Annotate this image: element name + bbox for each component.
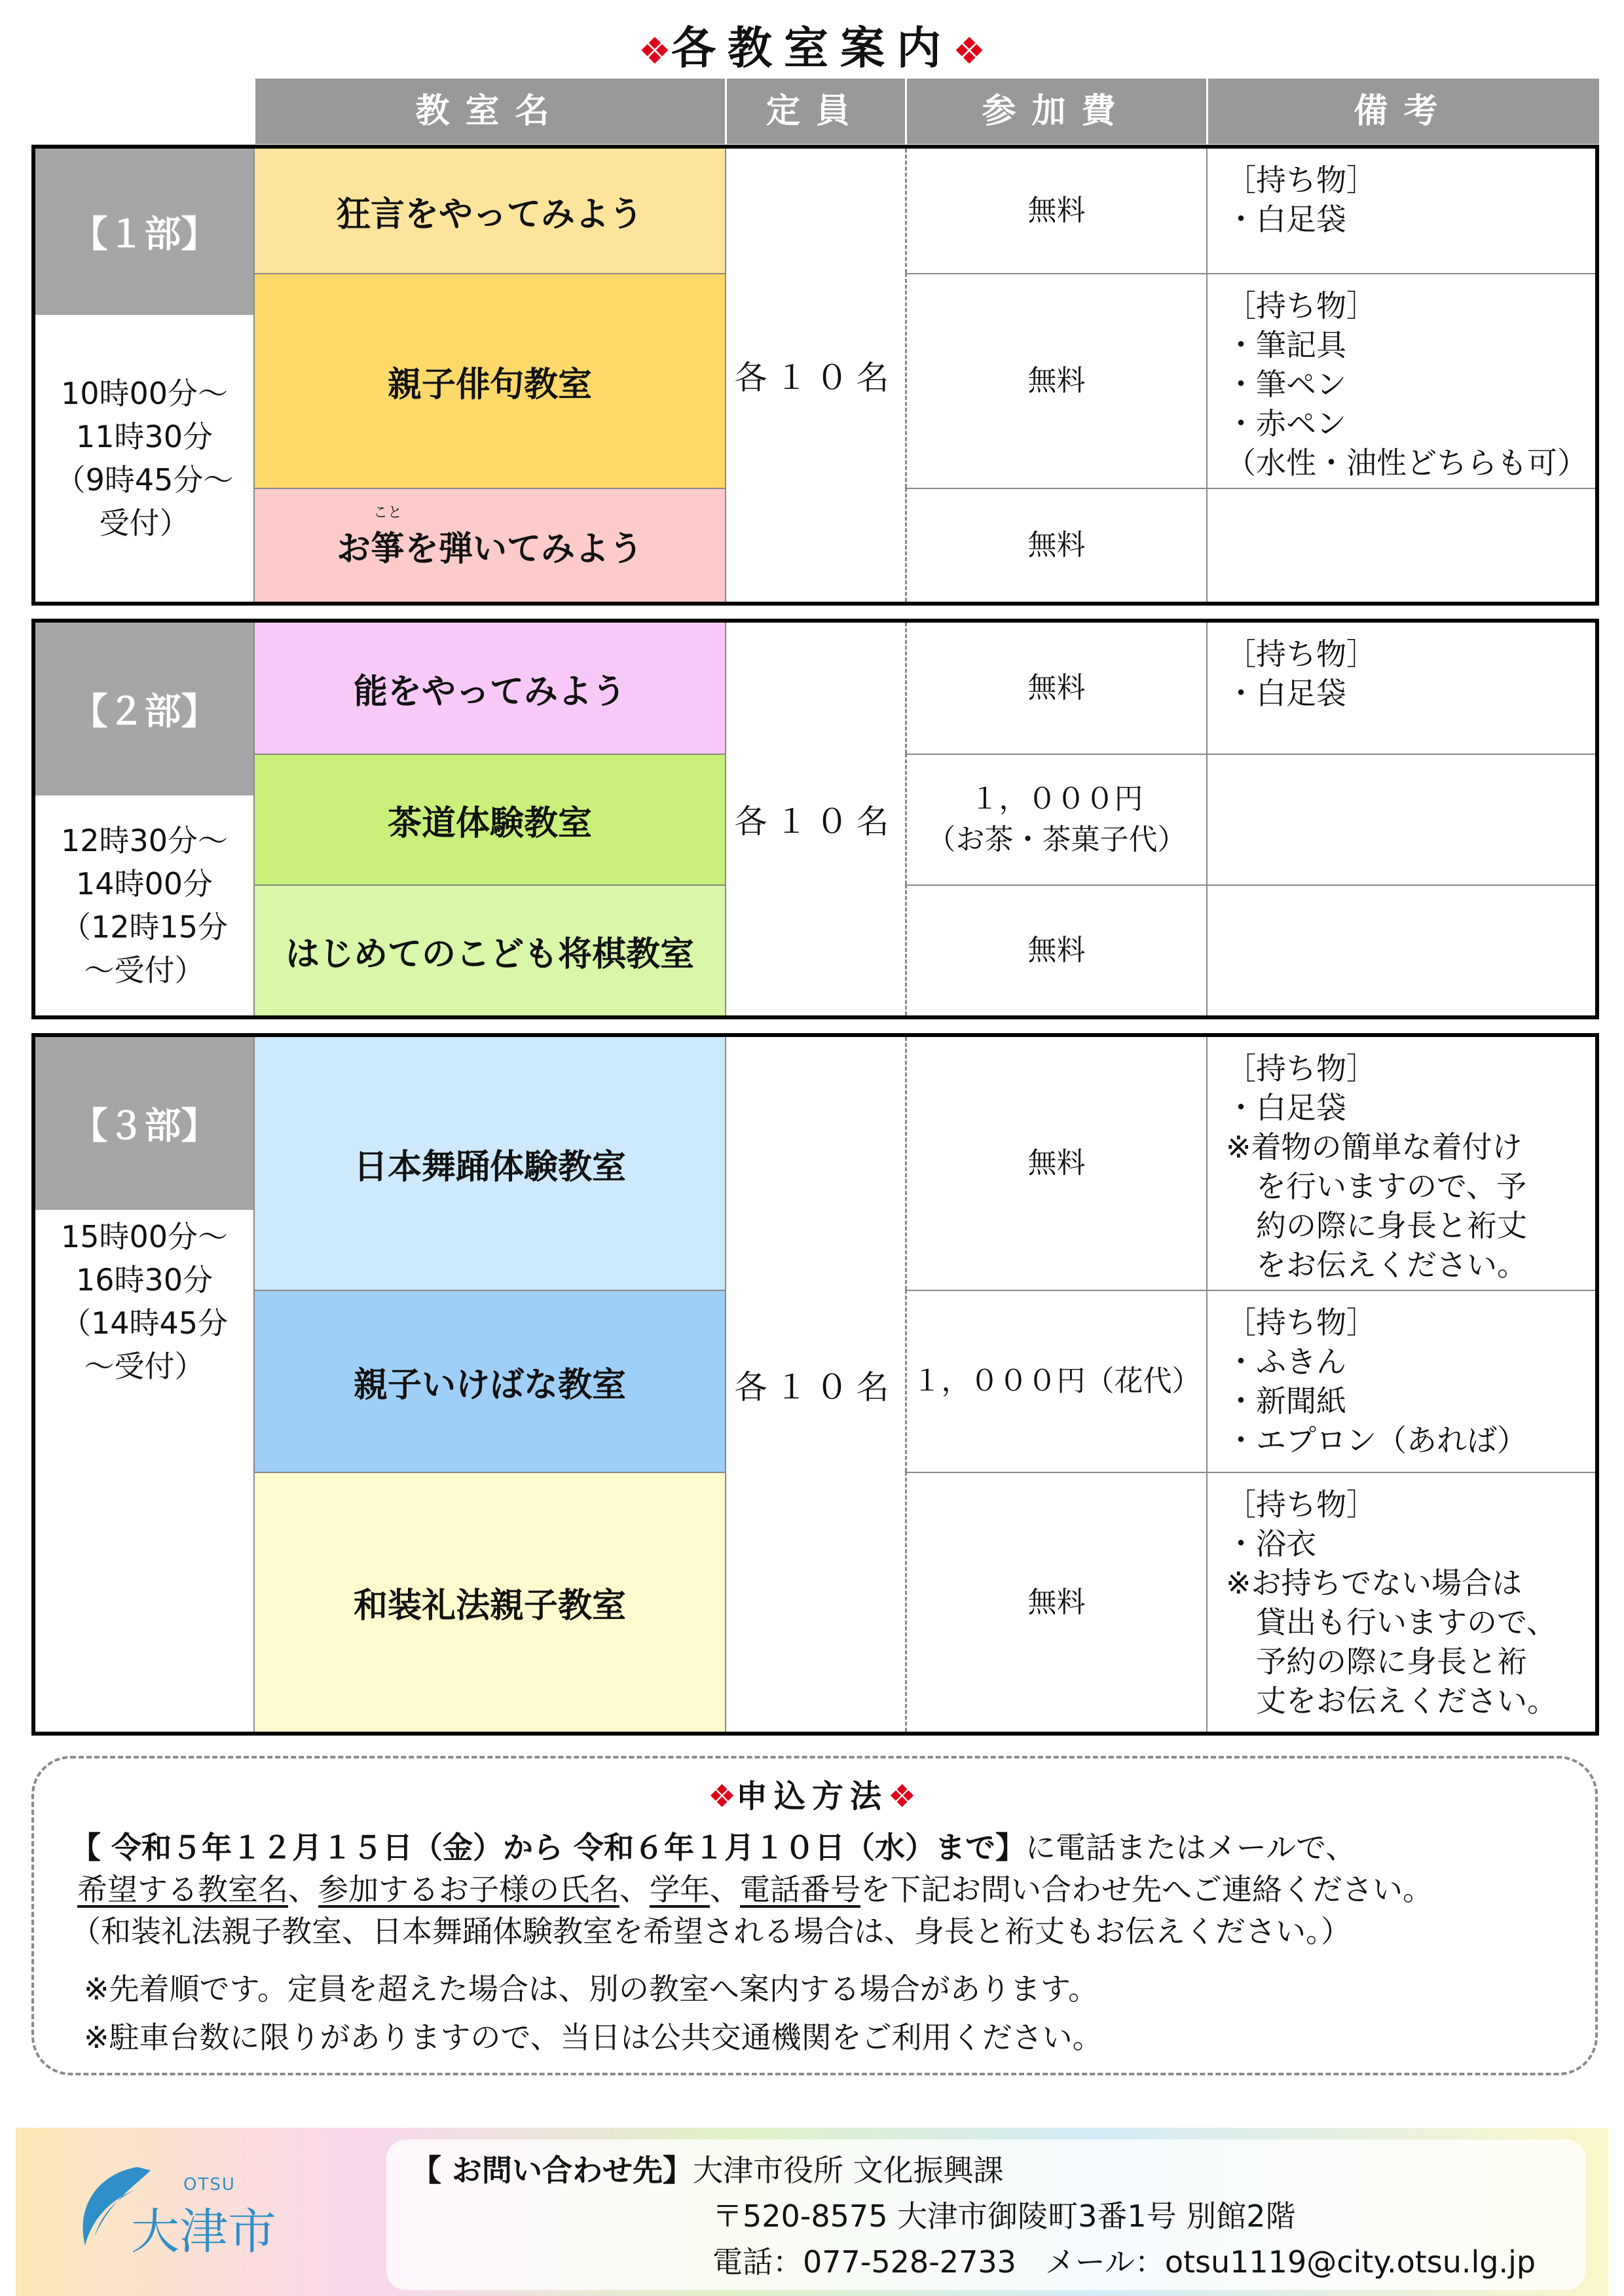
diamond-ornament-icon: ❖	[638, 30, 671, 73]
class-name: 能をやってみよう	[253, 623, 725, 754]
fee	[905, 488, 1206, 602]
remarks	[1206, 884, 1595, 1015]
time-info	[35, 1210, 253, 1393]
fee	[905, 623, 1206, 754]
contact-address: 〒520-8575 大津市御陵町3番1号 別館2階	[712, 2198, 1296, 2234]
time-line: 15時00分～	[60, 1219, 229, 1254]
contact-heading	[411, 2147, 1004, 2193]
time-line: （9時45分～	[55, 462, 234, 498]
page-title-text: 各教室案内	[671, 23, 953, 75]
contact-label: 【 お問い合わせ先】	[411, 2153, 693, 2188]
phone-number[interactable]: 077-528-2733	[803, 2244, 1016, 2280]
fee-line: （お茶・茶菓子代）	[927, 823, 1187, 856]
fee	[905, 1037, 1206, 1290]
part-label: 【３部】	[35, 1037, 253, 1210]
fee-line: 無料	[1027, 934, 1086, 967]
fee-line: 無料	[1027, 1585, 1086, 1619]
separator: 、	[710, 1872, 740, 1907]
remarks: ［持ち物］ ・白足袋	[1206, 623, 1595, 754]
required-item: 参加するお子様の氏名	[318, 1872, 619, 1907]
fee-line: １，０００円	[970, 782, 1143, 816]
time-line: ～受付）	[84, 953, 205, 988]
remarks: ［持ち物］ ・白足袋 ※着物の簡単な着付け を行いますので、予 約の際に身長と裄丈 をお伝えください。	[1206, 1037, 1595, 1290]
section-1	[31, 145, 1599, 606]
application-title	[0, 1771, 1624, 1816]
ruby-group	[370, 504, 405, 570]
remarks: ［持ち物］ ・ふきん ・新聞紙 ・エプロン（あれば）	[1206, 1290, 1595, 1472]
fee	[905, 884, 1206, 1015]
section-3	[31, 1033, 1599, 1736]
fee-line: 無料	[1027, 194, 1086, 227]
header-capacity: 定員	[725, 79, 905, 144]
capacity: 各１０名	[725, 1037, 905, 1732]
application-note-line: （和装礼法親子教室、日本舞踊体験教室を希望される場合は、身長と裄丈もお伝えください。）	[71, 1914, 1351, 1949]
logo-small-text: OTSU	[183, 2175, 236, 2195]
fee	[905, 1290, 1206, 1472]
application-title-text: 申込方法	[735, 1778, 888, 1815]
class-name	[253, 488, 725, 602]
class-name-pre: お	[336, 529, 371, 569]
time-line: ～受付）	[84, 1349, 205, 1384]
class-name: 狂言をやってみよう	[253, 149, 725, 273]
ruby-base: 箏	[370, 529, 405, 569]
section-2	[31, 619, 1599, 1019]
time-line: 11時30分	[75, 419, 213, 454]
time-line: 14時00分	[75, 866, 213, 902]
header-fee: 参加費	[905, 79, 1206, 144]
remarks	[1206, 754, 1595, 884]
part-label: 【１部】	[35, 149, 253, 315]
remarks: ［持ち物］ ・浴衣 ※お持ちでない場合は 貸出も行いますので、 予約の際に身長と裄 丈をお伝えください。	[1206, 1472, 1595, 1732]
mail-address[interactable]: otsu1119@city.otsu.lg.jp	[1164, 2244, 1536, 2280]
page-title	[0, 13, 1624, 85]
fee	[905, 149, 1206, 273]
application-note: ※駐車台数に限りがありますので、当日は公共交通機関をご利用ください。	[84, 2020, 1103, 2055]
class-name: 親子いけばな教室	[253, 1290, 725, 1472]
application-items-line	[77, 1868, 1433, 1910]
fee-line: １，０００円（花代）	[912, 1364, 1201, 1398]
contact-org: 大津市役所 文化振興課	[693, 2153, 1004, 2188]
required-item: 希望する教室名	[77, 1872, 288, 1907]
time-info	[35, 795, 253, 1015]
diamond-ornament-icon: ❖	[707, 1778, 736, 1815]
header-remarks: 備考	[1206, 79, 1599, 144]
time-line: （14時45分	[60, 1305, 229, 1341]
logo-text: 大津市	[131, 2204, 276, 2260]
application-period-tail: に電話またはメールで、	[1025, 1830, 1356, 1865]
city-logo	[72, 2160, 334, 2265]
diamond-ornament-icon: ❖	[953, 30, 986, 73]
mail-label: メール：	[1044, 2244, 1165, 2280]
class-name: 茶道体験教室	[253, 754, 725, 884]
capacity: 各１０名	[725, 623, 905, 1015]
application-items-tail: を下記お問い合わせ先へご連絡ください。	[860, 1872, 1433, 1907]
fee-line: 無料	[1027, 671, 1086, 704]
time-line: 10時00分～	[60, 376, 229, 411]
class-name-post: を弾いてみよう	[405, 529, 644, 569]
separator: 、	[288, 1872, 318, 1907]
separator: 、	[619, 1872, 650, 1907]
capacity: 各１０名	[725, 149, 905, 602]
time-line: 16時30分	[75, 1262, 213, 1298]
remarks	[1206, 488, 1595, 602]
required-item: 電話番号	[740, 1872, 860, 1907]
diamond-ornament-icon: ❖	[888, 1778, 917, 1815]
time-line: 12時30分～	[60, 823, 229, 858]
class-name: はじめてのこども将棋教室	[253, 884, 725, 1015]
class-name: 親子俳句教室	[253, 273, 725, 488]
time-info	[35, 315, 253, 602]
class-name: 日本舞踊体験教室	[253, 1037, 725, 1290]
furigana: こと	[373, 504, 402, 521]
fee	[905, 754, 1206, 884]
application-period: 【 令和５年１２月１５日（金）から 令和６年１月１０日（水）まで】	[71, 1830, 1026, 1865]
application-note: ※先着順です。定員を超えた場合は、別の教室へ案内する場合があります。	[84, 1971, 1099, 2007]
header-name: 教室名	[253, 79, 725, 144]
application-period-line	[71, 1827, 1356, 1868]
fee	[905, 1472, 1206, 1732]
fee-line: 無料	[1027, 364, 1086, 397]
required-item: 学年	[650, 1872, 710, 1907]
contact-phone-mail	[712, 2239, 1536, 2285]
remarks: ［持ち物］ ・筆記具 ・筆ペン ・赤ペン （水性・油性どちらも可）	[1206, 273, 1595, 488]
phone-label: 電話：	[712, 2244, 803, 2280]
fee-line: 無料	[1027, 1146, 1086, 1180]
fee	[905, 273, 1206, 488]
remarks: ［持ち物］ ・白足袋	[1206, 149, 1595, 273]
part-label: 【２部】	[35, 623, 253, 795]
class-name: 和装礼法親子教室	[253, 1472, 725, 1732]
fee-line: 無料	[1027, 528, 1086, 562]
time-line: （12時15分	[60, 909, 229, 945]
time-line: 受付）	[99, 505, 190, 541]
